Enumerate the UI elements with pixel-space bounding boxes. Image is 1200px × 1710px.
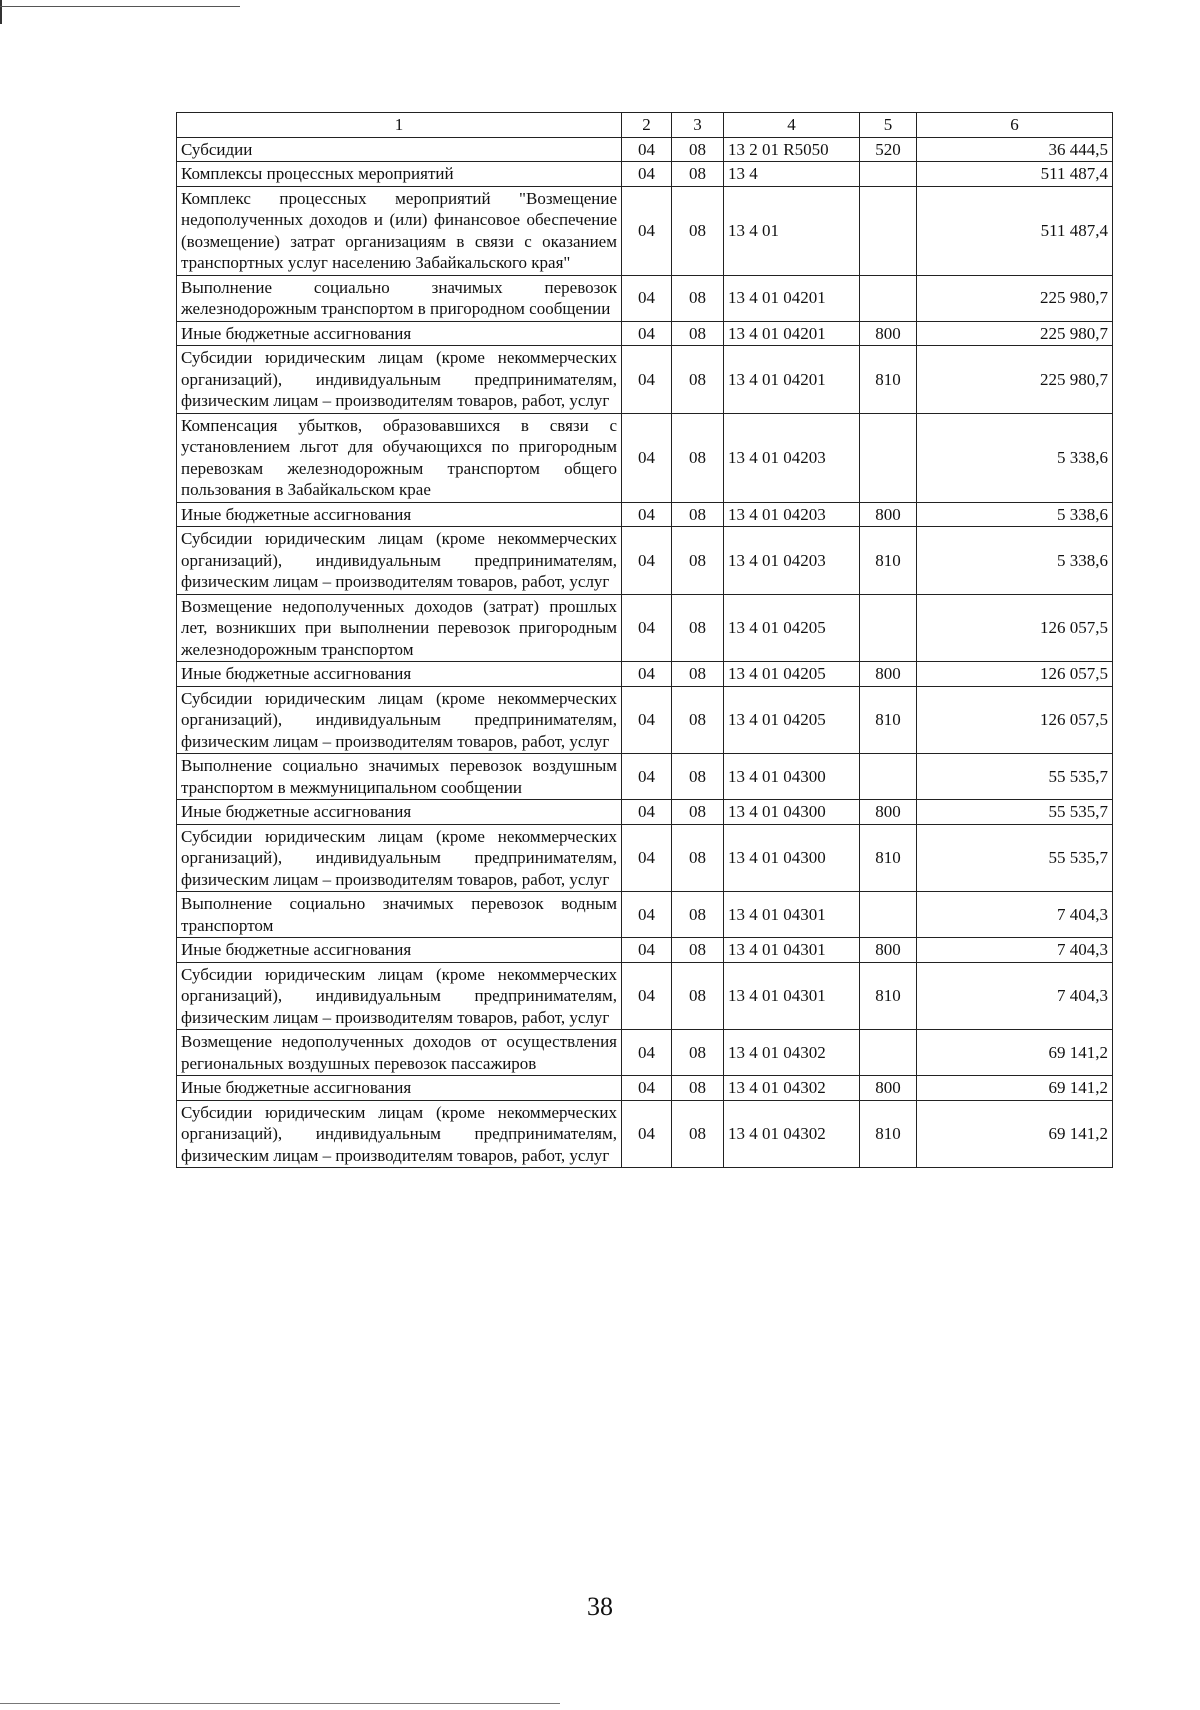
- expense-type-cell: 520: [860, 137, 917, 162]
- table-row: [177, 321, 1113, 346]
- row-name-cell: Субсидии юридическим лицам (кроме некоммерческих организаций), индивидуальным предпринимателям, физическим лицам – производителям товаров, работ, услуг: [177, 527, 622, 595]
- amount-cell: 126 057,5: [917, 686, 1113, 754]
- row-name-cell: Иные бюджетные ассигнования: [177, 938, 622, 963]
- expense-type-cell: 800: [860, 502, 917, 527]
- expense-type-cell: 800: [860, 662, 917, 687]
- row-name-cell: Субсидии юридическим лицам (кроме некоммерческих организаций), индивидуальным предпринимателям, физическим лицам – производителям товаров, работ, услуг: [177, 346, 622, 414]
- subsection-code-cell: 08: [672, 275, 724, 321]
- page-number: 38: [587, 1592, 613, 1621]
- row-name-cell: Выполнение социально значимых перевозок водным транспортом: [177, 892, 622, 938]
- section-code-cell: 04: [622, 527, 672, 595]
- subsection-code-cell: 08: [672, 137, 724, 162]
- subsection-code-cell: 08: [672, 824, 724, 892]
- table-row: [177, 1100, 1113, 1168]
- section-code-cell: 04: [622, 413, 672, 502]
- target-article-cell: 13 4 01 04300: [724, 824, 860, 892]
- subsection-code-cell: 08: [672, 594, 724, 662]
- section-code-cell: 04: [622, 1076, 672, 1101]
- row-name-cell: Возмещение недополученных доходов (затрат) прошлых лет, возникших при выполнении перевозок пригородным железнодорожным транспортом: [177, 594, 622, 662]
- target-article-cell: 13 4 01 04205: [724, 686, 860, 754]
- amount-cell: 7 404,3: [917, 892, 1113, 938]
- section-code-cell: 04: [622, 662, 672, 687]
- target-article-cell: 13 4 01 04302: [724, 1030, 860, 1076]
- amount-cell: 225 980,7: [917, 321, 1113, 346]
- target-article-cell: 13 4 01 04201: [724, 275, 860, 321]
- section-code-cell: 04: [622, 346, 672, 414]
- target-article-cell: 13 4 01 04205: [724, 662, 860, 687]
- target-article-cell: 13 4 01 04300: [724, 754, 860, 800]
- subsection-code-cell: 08: [672, 346, 724, 414]
- section-code-cell: 04: [622, 186, 672, 275]
- subsection-code-cell: 08: [672, 662, 724, 687]
- expense-type-cell: 810: [860, 962, 917, 1030]
- row-name-cell: Субсидии юридическим лицам (кроме некоммерческих организаций), индивидуальным предпринимателям, физическим лицам – производителям товаров, работ, услуг: [177, 686, 622, 754]
- scan-artifact-top: [0, 6, 240, 7]
- table-row: [177, 346, 1113, 414]
- expense-type-cell: [860, 892, 917, 938]
- target-article-cell: 13 4 01 04302: [724, 1100, 860, 1168]
- table-row: [177, 527, 1113, 595]
- table-row: [177, 1076, 1113, 1101]
- table-row: [177, 137, 1113, 162]
- amount-cell: 5 338,6: [917, 413, 1113, 502]
- row-name-cell: Субсидии юридическим лицам (кроме некоммерческих организаций), индивидуальным предпринимателям, физическим лицам – производителям товаров, работ, услуг: [177, 1100, 622, 1168]
- amount-cell: 225 980,7: [917, 275, 1113, 321]
- table-row: [177, 938, 1113, 963]
- expense-type-cell: [860, 1030, 917, 1076]
- subsection-code-cell: 08: [672, 892, 724, 938]
- table-row: [177, 686, 1113, 754]
- budget-table: [176, 112, 1113, 1168]
- amount-cell: 511 487,4: [917, 186, 1113, 275]
- subsection-code-cell: 08: [672, 1030, 724, 1076]
- subsection-code-cell: 08: [672, 162, 724, 187]
- expense-type-cell: 800: [860, 800, 917, 825]
- amount-cell: 55 535,7: [917, 824, 1113, 892]
- target-article-cell: 13 4 01 04203: [724, 502, 860, 527]
- amount-cell: 225 980,7: [917, 346, 1113, 414]
- table-row: [177, 502, 1113, 527]
- table-row: [177, 1030, 1113, 1076]
- amount-cell: 7 404,3: [917, 938, 1113, 963]
- section-code-cell: 04: [622, 1030, 672, 1076]
- amount-cell: 55 535,7: [917, 800, 1113, 825]
- expense-type-cell: [860, 754, 917, 800]
- row-name-cell: Иные бюджетные ассигнования: [177, 662, 622, 687]
- table-row: [177, 824, 1113, 892]
- target-article-cell: 13 4 01 04203: [724, 527, 860, 595]
- table-row: [177, 800, 1113, 825]
- row-name-cell: Возмещение недополученных доходов от осуществления региональных воздушных перевозок пассажиров: [177, 1030, 622, 1076]
- row-name-cell: Субсидии: [177, 137, 622, 162]
- amount-cell: 55 535,7: [917, 754, 1113, 800]
- subsection-code-cell: 08: [672, 413, 724, 502]
- subsection-code-cell: 08: [672, 527, 724, 595]
- expense-type-cell: 800: [860, 1076, 917, 1101]
- target-article-cell: 13 4 01 04302: [724, 1076, 860, 1101]
- section-code-cell: 04: [622, 594, 672, 662]
- subsection-code-cell: 08: [672, 1076, 724, 1101]
- subsection-code-cell: 08: [672, 800, 724, 825]
- row-name-cell: Субсидии юридическим лицам (кроме некоммерческих организаций), индивидуальным предпринимателям, физическим лицам – производителям товаров, работ, услуг: [177, 824, 622, 892]
- target-article-cell: 13 4 01 04203: [724, 413, 860, 502]
- table-body: [177, 137, 1113, 1168]
- row-name-cell: Компенсация убытков, образовавшихся в связи с установлением льгот для обучающихся по пригородным перевозкам железнодорожным транспортом общего пользования в Забайкальском крае: [177, 413, 622, 502]
- expense-type-cell: 810: [860, 1100, 917, 1168]
- scan-artifact-bottom: [0, 1703, 560, 1704]
- row-name-cell: Иные бюджетные ассигнования: [177, 800, 622, 825]
- section-code-cell: 04: [622, 824, 672, 892]
- target-article-cell: 13 4 01: [724, 186, 860, 275]
- expense-type-cell: 810: [860, 346, 917, 414]
- target-article-cell: 13 4 01 04201: [724, 321, 860, 346]
- expense-type-cell: 800: [860, 938, 917, 963]
- expense-type-cell: [860, 162, 917, 187]
- row-name-cell: Выполнение социально значимых перевозок железнодорожным транспортом в пригородном сообщении: [177, 275, 622, 321]
- table-row: [177, 962, 1113, 1030]
- table-row: [177, 162, 1113, 187]
- row-name-cell: Комплексы процессных мероприятий: [177, 162, 622, 187]
- subsection-code-cell: 08: [672, 686, 724, 754]
- amount-cell: 69 141,2: [917, 1100, 1113, 1168]
- table-row: [177, 275, 1113, 321]
- subsection-code-cell: 08: [672, 186, 724, 275]
- scan-edge-left: [0, 0, 2, 24]
- section-code-cell: 04: [622, 275, 672, 321]
- row-name-cell: Комплекс процессных мероприятий "Возмещение недополученных доходов и (или) финансовое обеспечение (возмещение) затрат организациям в связи с оказанием транспортных услуг населению Забайкальского края": [177, 186, 622, 275]
- amount-cell: 126 057,5: [917, 662, 1113, 687]
- section-code-cell: 04: [622, 686, 672, 754]
- section-code-cell: 04: [622, 1100, 672, 1168]
- row-name-cell: Иные бюджетные ассигнования: [177, 1076, 622, 1101]
- row-name-cell: Иные бюджетные ассигнования: [177, 502, 622, 527]
- table-row: [177, 662, 1113, 687]
- expense-type-cell: 810: [860, 686, 917, 754]
- amount-cell: 69 141,2: [917, 1076, 1113, 1101]
- expense-type-cell: 810: [860, 824, 917, 892]
- subsection-code-cell: 08: [672, 321, 724, 346]
- section-code-cell: 04: [622, 938, 672, 963]
- section-code-cell: 04: [622, 137, 672, 162]
- expense-type-cell: [860, 413, 917, 502]
- section-code-cell: 04: [622, 321, 672, 346]
- section-code-cell: 04: [622, 502, 672, 527]
- target-article-cell: 13 4 01 04201: [724, 346, 860, 414]
- table-row: [177, 413, 1113, 502]
- target-article-cell: 13 2 01 R5050: [724, 137, 860, 162]
- target-article-cell: 13 4 01 04301: [724, 962, 860, 1030]
- table-row: [177, 594, 1113, 662]
- row-name-cell: Иные бюджетные ассигнования: [177, 321, 622, 346]
- expense-type-cell: 810: [860, 527, 917, 595]
- expense-type-cell: 800: [860, 321, 917, 346]
- table-header-row: [177, 113, 1113, 138]
- amount-cell: 69 141,2: [917, 1030, 1113, 1076]
- subsection-code-cell: 08: [672, 502, 724, 527]
- subsection-code-cell: 08: [672, 962, 724, 1030]
- amount-cell: 7 404,3: [917, 962, 1113, 1030]
- expense-type-cell: [860, 186, 917, 275]
- target-article-cell: 13 4 01 04301: [724, 938, 860, 963]
- target-article-cell: 13 4 01 04301: [724, 892, 860, 938]
- header-cell: 3: [672, 113, 724, 138]
- target-article-cell: 13 4: [724, 162, 860, 187]
- target-article-cell: 13 4 01 04300: [724, 800, 860, 825]
- row-name-cell: Субсидии юридическим лицам (кроме некоммерческих организаций), индивидуальным предпринимателям, физическим лицам – производителям товаров, работ, услуг: [177, 962, 622, 1030]
- section-code-cell: 04: [622, 162, 672, 187]
- amount-cell: 5 338,6: [917, 502, 1113, 527]
- section-code-cell: 04: [622, 892, 672, 938]
- expense-type-cell: [860, 594, 917, 662]
- header-cell: 4: [724, 113, 860, 138]
- table-row: [177, 892, 1113, 938]
- subsection-code-cell: 08: [672, 754, 724, 800]
- header-cell: 5: [860, 113, 917, 138]
- expense-type-cell: [860, 275, 917, 321]
- header-cell: 6: [917, 113, 1113, 138]
- row-name-cell: Выполнение социально значимых перевозок воздушным транспортом в межмуниципальном сообщении: [177, 754, 622, 800]
- section-code-cell: 04: [622, 754, 672, 800]
- amount-cell: 5 338,6: [917, 527, 1113, 595]
- subsection-code-cell: 08: [672, 1100, 724, 1168]
- target-article-cell: 13 4 01 04205: [724, 594, 860, 662]
- amount-cell: 126 057,5: [917, 594, 1113, 662]
- section-code-cell: 04: [622, 800, 672, 825]
- subsection-code-cell: 08: [672, 938, 724, 963]
- header-cell: 2: [622, 113, 672, 138]
- amount-cell: 511 487,4: [917, 162, 1113, 187]
- header-cell: 1: [177, 113, 622, 138]
- section-code-cell: 04: [622, 962, 672, 1030]
- amount-cell: 36 444,5: [917, 137, 1113, 162]
- table-row: [177, 754, 1113, 800]
- table-row: [177, 186, 1113, 275]
